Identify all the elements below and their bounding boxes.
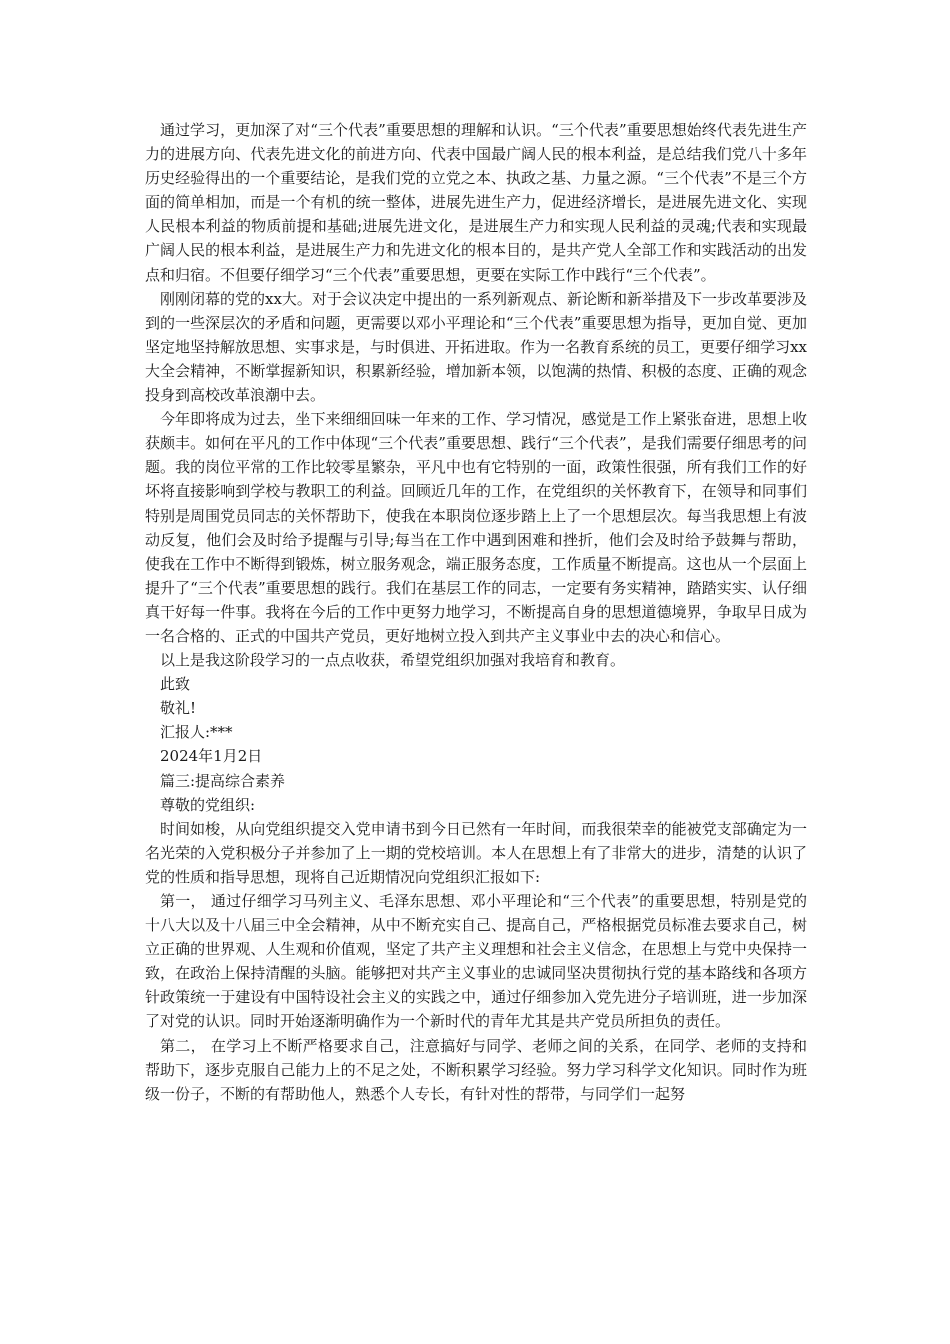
- paragraph-congress: 刚刚闭幕的党的xx大。对于会议决定中提出的一系列新观点、新论断和新举措及下一步改革要涉及到的一些深层次的矛盾和问题，更需要以邓小平理论和“三个代表”重要思想为指导，更加自觉、更加坚定地坚持解放思想、实事求是，与时俱进、开拓进取。作为一名教育系统的员工，更要仔细学习xx大全会精神，不断掌握新知识，积累新经验，增加新本领，以饱满的热情、积极的态度、正确的观念投身到高校改革浪潮中去。: [145, 289, 807, 405]
- paragraph-three-represents: 通过学习，更加深了对“三个代表”重要思想的理解和认识。“三个代表”重要思想始终代表先进生产力的进展方向、代表先进文化的前进方向、代表中国最广阔人民的根本利益，是总结我们党八十多年历史经验得出的一个重要结论，是我们党的立党之本、执政之基、力量之源。“三个代表”不是三个方面的简单相加，而是一个有机的统一整体，进展先进生产力，促进经济增长，是进展先进文化、实现人民根本利益的物质前提和基础;进展先进文化，是进展生产力和实现人民利益的灵魂;代表和实现最广阔人民的根本利益，是进展生产力和先进文化的根本目的，是共产党人全部工作和实践活动的出发点和归宿。不但要仔细学习“三个代表”重要思想，更要在实际工作中践行“三个代表”。: [145, 121, 807, 284]
- greeting-line: 尊敬的党组织:: [160, 795, 256, 814]
- paragraph-year-review: 今年即将成为过去，坐下来细细回味一年来的工作、学习情况，感觉是工作上紧张奋进，思想上收获颇丰。如何在平凡的工作中体现“三个代表”重要思想、践行“三个代表”，是我们需要仔细思考的问题。我的岗位平常的工作比较零星繁杂，平凡中也有它特别的一面，政策性很强，所有我们工作的好坏将直接影响到学校与教职工的利益。回顾近几年的工作，在党组织的关怀教育下，在领导和同事们特别是周围党员同志的关怀帮助下，使我在本职岗位逐步踏上上了一个思想层次。每当我思想上有波动反复，他们会及时给予提醒与引导;每当在工作中遇到困难和挫折，他们会及时给予鼓舞与帮助，使我在工作中不断得到锻炼，树立服务观念，端正服务态度，工作质量不断提高。这也从一个层面上提升了“三个代表”重要思想的践行。我们在基层工作的同志，一定要有务实精神，踏踏实实、认仔细真干好每一件事。我将在今后的工作中更努力地学习，不断提高自身的思想道德境界，争取早日成为一名合格的、正式的中国共产党员，更好地树立投入到共产主义事业中去的决心和信心。: [145, 410, 807, 645]
- section-title: 篇三:提高综合素养: [160, 771, 286, 790]
- closing-regards: 敬礼!: [160, 699, 197, 718]
- reporter-line: 汇报人:***: [160, 723, 233, 742]
- paragraph-summary: 以上是我这阶段学习的一点点收获，希望党组织加强对我培育和教育。: [160, 651, 626, 670]
- document-body: [145, 118, 807, 1106]
- paragraph-intro: 时间如梭，从向党组织提交入党申请书到今日已然有一年时间，而我很荣幸的能被党支部确定为一名光荣的入党积极分子并参加了上一期的党校培训。本人在思想上有了非常大的进步，清楚的认识了党的性质和指导思想，现将自己近期情况向党组织汇报如下:: [145, 819, 807, 886]
- closing-salutation: 此致: [160, 675, 191, 694]
- paragraph-second-point: 第二， 在学习上不断严格要求自己，注意搞好与同学、老师之间的关系，在同学、老师的支持和帮助下，逐步克服自己能力上的不足之处，不断积累学习经验。努力学习科学文化知识。同时作为班级一份子，不断的有帮助他人，熟悉个人专长，有针对性的帮带，与同学们一起努: [145, 1036, 807, 1103]
- date-line: 2024年1月2日: [160, 747, 263, 766]
- paragraph-first-point: 第一， 通过仔细学习马列主义、毛泽东思想、邓小平理论和“三个代表”的重要思想，特别是党的十八大以及十八届三中全会精神，从中不断充实自己、提高自己，严格根据党员标准去要求自己，树立正确的世界观、人生观和价值观，坚定了共产主义理想和社会主义信念，在思想上与党中央保持一致，在政治上保持清醒的头脑。能够把对共产主义事业的忠诚同坚决贯彻执行党的基本路线和各项方针政策统一于建设有中国特设社会主义的实践之中，通过仔细参加入党先进分子培训班，进一步加深了对党的认识。同时开始逐渐明确作为一个新时代的青年尤其是共产党员所担负的责任。: [145, 892, 807, 1031]
